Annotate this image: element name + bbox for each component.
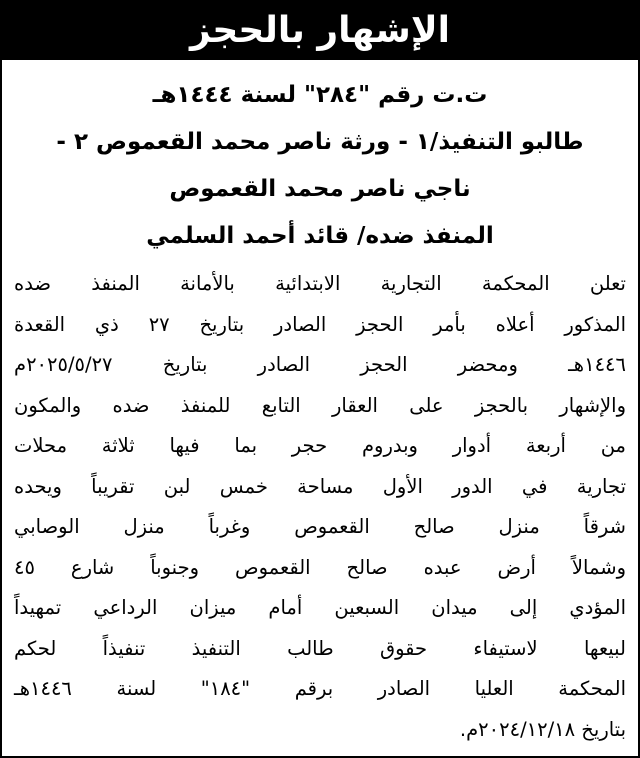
body-line: بتاريخ ٢٠٢٤/١٢/١٨م. xyxy=(459,717,626,741)
body-line: المحكمة العليا الصادر برقم "١٨٤" لسنة ١٤٤٦هـ xyxy=(14,677,626,700)
body-line: ١٤٤٦هـ ومحضر الحجز الصادر بتاريخ ٢٠٢٥/٥/٢٧م xyxy=(14,353,626,376)
notice-title: الإشهار بالحجز xyxy=(190,10,450,51)
case-heading xyxy=(2,60,638,260)
body-line: وشمالاً أرض عبده صالح القعموص وجنوباً شارع ٤٥ xyxy=(14,555,626,579)
body-line: تجارية في الدور الأول مساحة خمس لبن تقريباً ويحده xyxy=(14,474,626,498)
notice-header-bar xyxy=(2,2,638,60)
execution-requesters-continued-line: ناجي ناصر محمد القعموص xyxy=(169,176,471,202)
body-line: تعلن المحكمة التجارية الابتدائية بالأمانة المنفذ ضده xyxy=(14,272,626,295)
body-line: والإشهار بالحجز على العقار التابع للمنفذ ضده والمكون xyxy=(14,393,626,417)
body-line: المؤدي إلى ميدان السبعين أمام ميزان الرداعي تمهيداً xyxy=(14,596,626,619)
body-line: شرقاً منزل صالح القعموص وغرباً منزل الوصابي xyxy=(14,515,626,538)
body-line: من أربعة أدوار وبدروم حجر بما فيها ثلاثة محلات xyxy=(14,434,626,457)
defendant-line: المنفذ ضده/ قائد أحمد السلمي xyxy=(146,223,494,249)
case-number-line: ت.ت رقم "٢٨٤" لسنة ١٤٤٤هـ xyxy=(152,82,488,108)
body-line: لبيعها لاستيفاء حقوق طالب التنفيذ تنفيذاً لحكم xyxy=(14,636,626,660)
notice-body xyxy=(2,260,638,750)
body-line: المذكور أعلاه بأمر الحجز الصادر بتاريخ ٢٧ ذي القعدة xyxy=(14,312,626,336)
execution-requesters-line: طالبو التنفيذ/١ - ورثة ناصر محمد القعموص ٢ - xyxy=(56,129,584,155)
